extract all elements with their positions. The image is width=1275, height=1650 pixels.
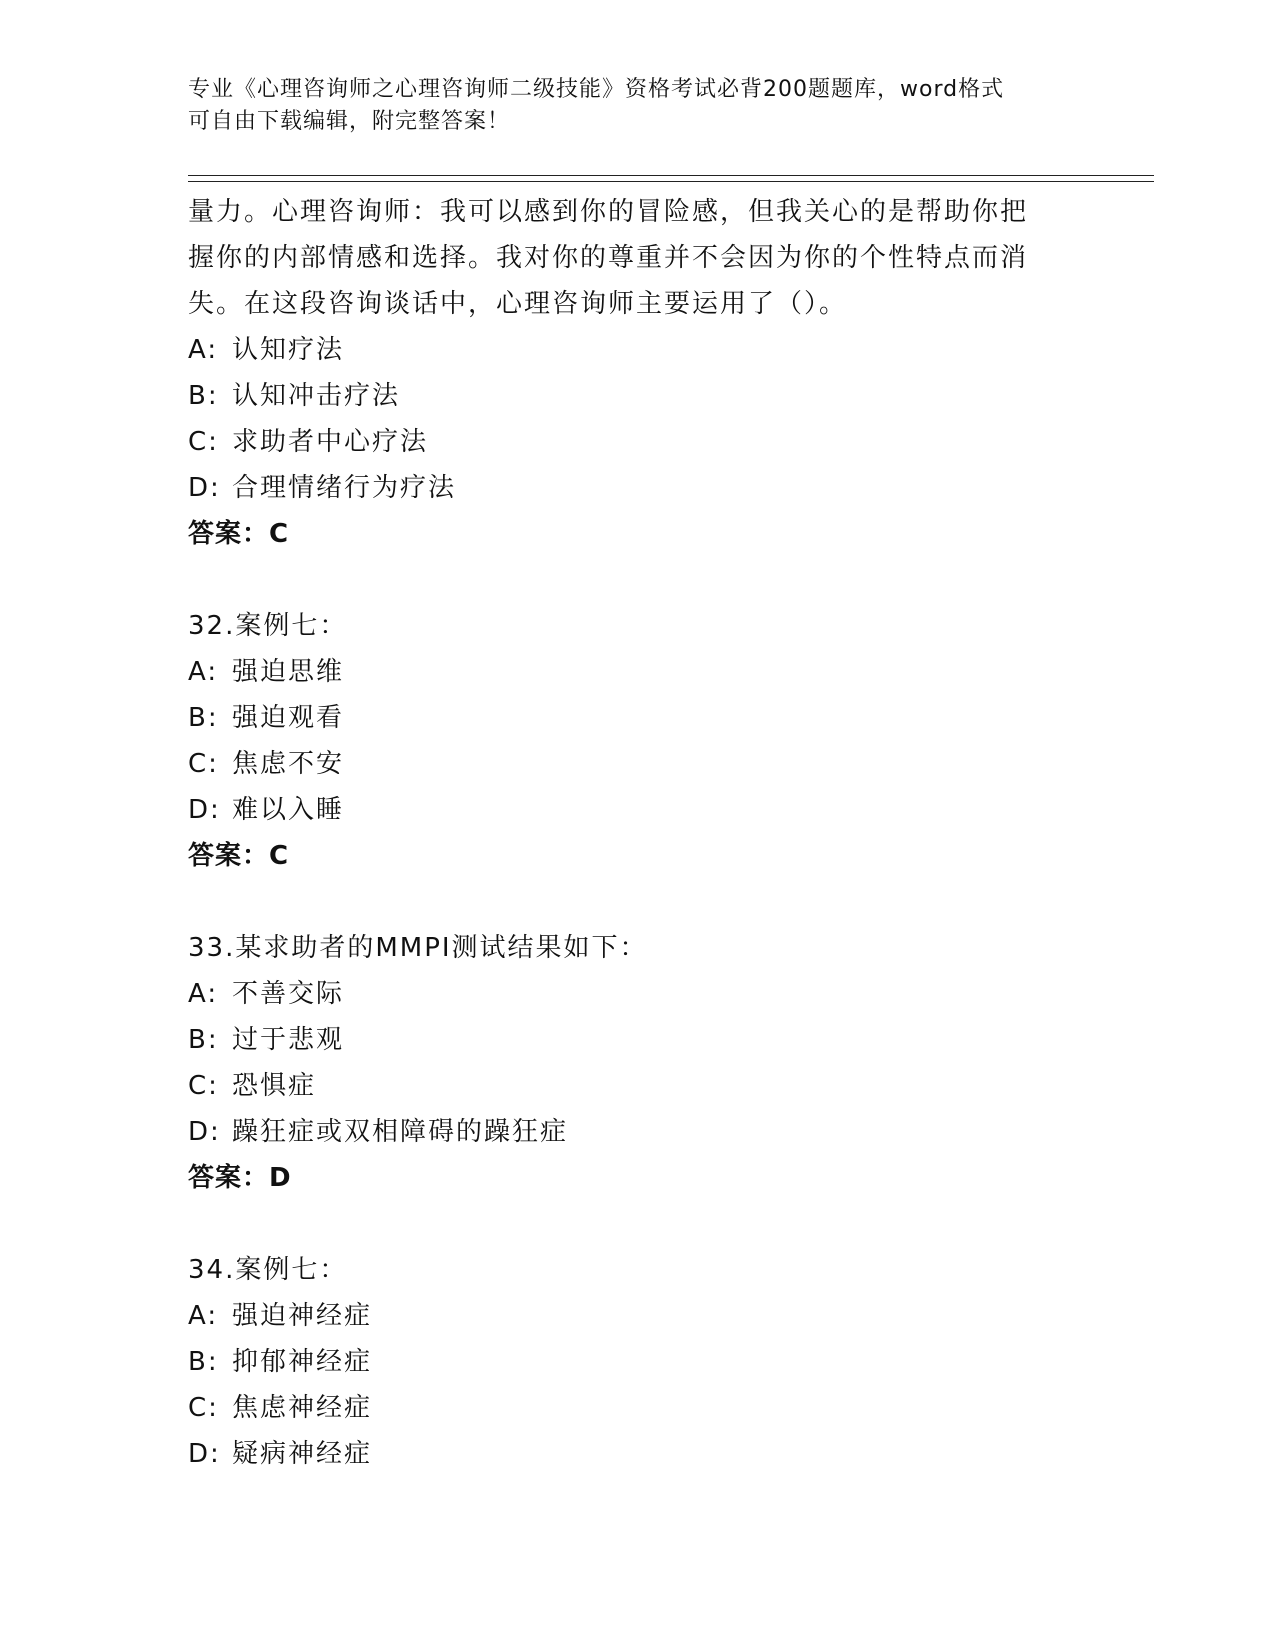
spacer [188, 557, 1088, 603]
option-c [188, 1385, 1088, 1431]
option-key: D: [188, 795, 221, 825]
option-a [188, 971, 1088, 1017]
option-text: 强迫神经症 [232, 1301, 373, 1331]
question-title: 34.案例七： [188, 1255, 348, 1285]
option-a [188, 1293, 1088, 1339]
option-key: D: [188, 1439, 221, 1469]
header-line-2: 可自由下载编辑，附完整答案！ [188, 109, 511, 134]
question-33 [188, 925, 1088, 1201]
option-text: 躁狂症或双相障碍的躁狂症 [232, 1117, 569, 1147]
question-text-line: 握你的内部情感和选择。我对你的尊重并不会因为你的个性特点而消 [188, 243, 1029, 273]
option-text: 抑郁神经症 [232, 1347, 373, 1377]
spacer [188, 1201, 1088, 1247]
question-34 [188, 1247, 1088, 1477]
header-line-1: 专业《心理咨询师之心理咨询师二级技能》资格考试必背200题题库，word格式 [188, 77, 1005, 102]
option-c [188, 419, 1088, 465]
question-text-line: 失。在这段咨询谈话中，心理咨询师主要运用了（）。 [188, 289, 848, 319]
option-key: B: [188, 381, 219, 411]
document-header [188, 74, 1088, 138]
option-key: B: [188, 703, 219, 733]
option-b [188, 1339, 1088, 1385]
option-d [188, 465, 1088, 511]
option-a [188, 327, 1088, 373]
option-key: A: [188, 657, 219, 687]
spacer [188, 879, 1088, 925]
option-key: B: [188, 1347, 219, 1377]
answer-line: 答案：C [188, 519, 290, 549]
document-body [188, 189, 1088, 1477]
option-key: C: [188, 749, 219, 779]
option-key: C: [188, 1393, 219, 1423]
option-text: 不善交际 [232, 979, 345, 1009]
header-divider-bottom [188, 181, 1154, 182]
answer-line: 答案：D [188, 1163, 292, 1193]
option-a [188, 649, 1088, 695]
option-key: D: [188, 473, 221, 503]
option-key: B: [188, 1025, 219, 1055]
option-text: 难以入睡 [232, 795, 345, 825]
option-d [188, 1431, 1088, 1477]
option-text: 恐惧症 [232, 1071, 317, 1101]
question-title: 32.案例七： [188, 611, 348, 641]
question-title: 33.某求助者的MMPI测试结果如下： [188, 933, 648, 963]
option-text: 认知冲击疗法 [232, 381, 401, 411]
question-text-line: 量力。心理咨询师：我可以感到你的冒险感，但我关心的是帮助你把 [188, 197, 1029, 227]
question-32 [188, 603, 1088, 879]
question-31-continuation [188, 189, 1088, 557]
option-text: 合理情绪行为疗法 [232, 473, 457, 503]
option-text: 强迫思维 [232, 657, 345, 687]
option-b [188, 1017, 1088, 1063]
option-c [188, 741, 1088, 787]
header-divider-top [188, 175, 1154, 176]
option-c [188, 1063, 1088, 1109]
option-text: 疑病神经症 [232, 1439, 373, 1469]
option-b [188, 373, 1088, 419]
option-text: 认知疗法 [232, 335, 345, 365]
answer-line: 答案：C [188, 841, 290, 871]
option-key: A: [188, 1301, 219, 1331]
option-d [188, 1109, 1088, 1155]
option-key: C: [188, 427, 219, 457]
option-key: A: [188, 979, 219, 1009]
option-text: 焦虑不安 [232, 749, 345, 779]
option-text: 强迫观看 [232, 703, 345, 733]
option-text: 过于悲观 [232, 1025, 345, 1055]
option-key: D: [188, 1117, 221, 1147]
option-key: A: [188, 335, 219, 365]
option-text: 求助者中心疗法 [232, 427, 429, 457]
option-text: 焦虑神经症 [232, 1393, 373, 1423]
option-b [188, 695, 1088, 741]
option-key: C: [188, 1071, 219, 1101]
option-d [188, 787, 1088, 833]
